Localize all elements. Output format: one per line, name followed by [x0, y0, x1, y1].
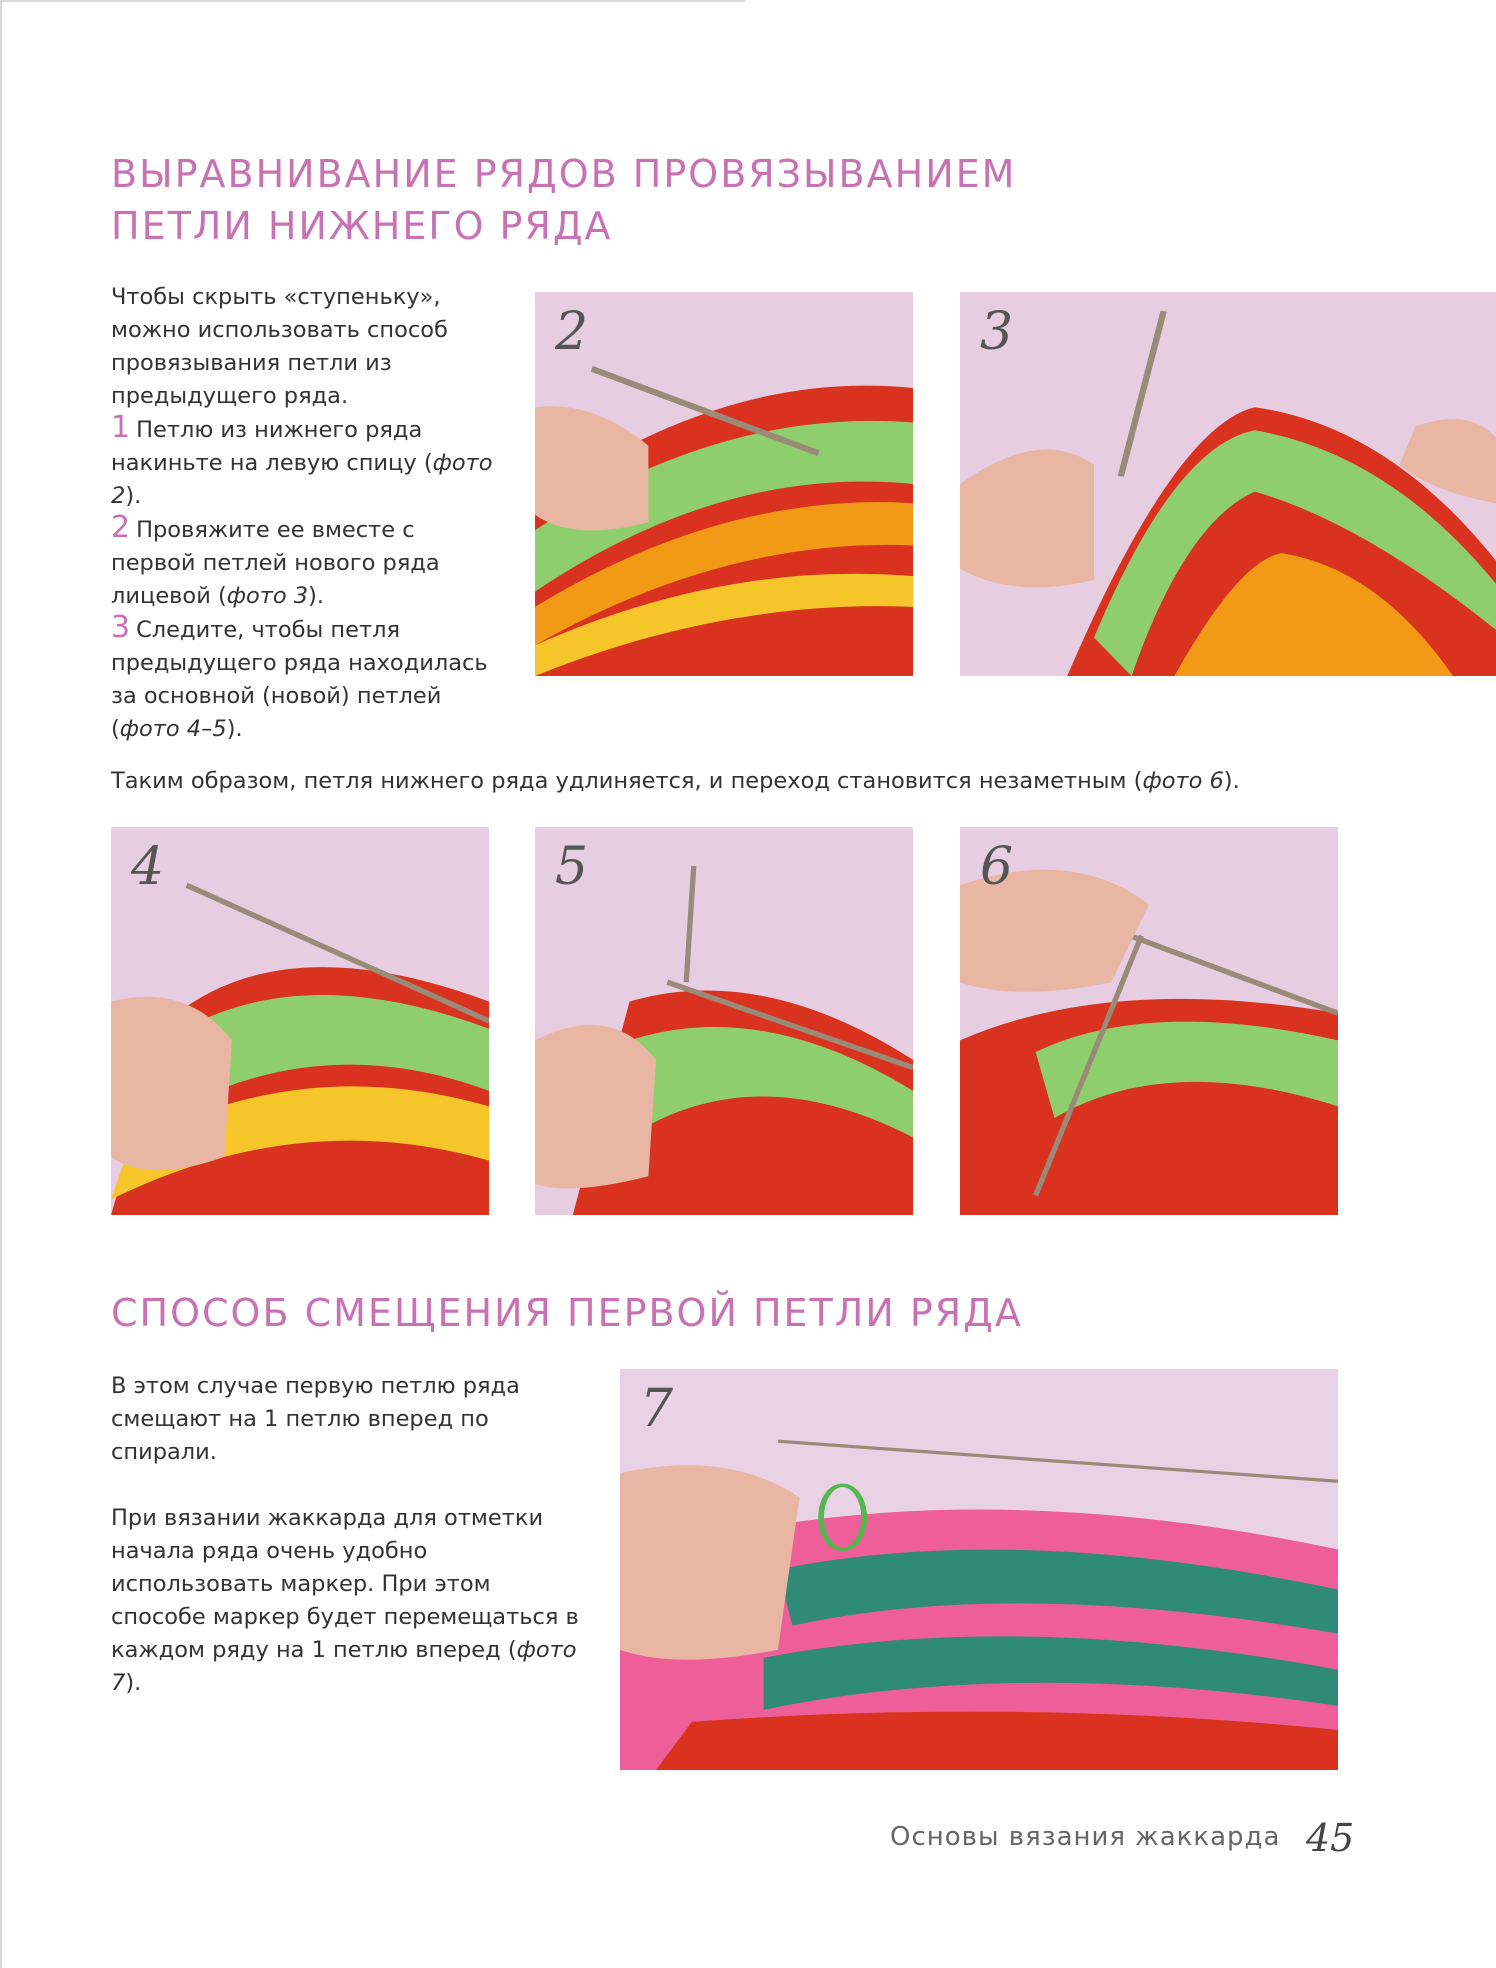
- page-left-border: [0, 0, 2, 1968]
- page-footer: [890, 1816, 1355, 1860]
- section2-paragraph-2-text: При вязании жаккарда для отметки начала ряда очень удобно использовать маркер. При этом способе маркер будет перемещаться в каждом ряду на 1 петлю вперед (: [111, 1505, 579, 1663]
- section2-text-block: [111, 1370, 591, 1700]
- page-top-border: [0, 0, 745, 2]
- knitting-photo-3: [960, 292, 1496, 676]
- step-2-text: Провяжите ее вместе с первой петлей нового ряда лицевой (: [111, 517, 440, 609]
- summary-tail: ).: [1223, 767, 1240, 794]
- photo-4-number: 4: [131, 837, 165, 897]
- section1-heading-line1: ВЫРАВНИВАНИЕ РЯДОВ ПРОВЯЗЫВАНИЕМ: [111, 152, 1017, 196]
- photo-7-number: 7: [640, 1379, 674, 1439]
- photo-3: [960, 292, 1496, 676]
- step-1-text: Петлю из нижнего ряда накиньте на левую спицу (: [111, 417, 433, 476]
- step-2-ref: фото 3: [226, 583, 309, 609]
- step-3: [111, 610, 501, 746]
- photo-6: [960, 827, 1338, 1215]
- photo-5: [535, 827, 913, 1215]
- photo-3-number: 3: [980, 302, 1014, 362]
- step-1-number: 1: [111, 410, 131, 445]
- section2-paragraph-2-tail: ).: [125, 1670, 142, 1696]
- knitting-photo-5: [535, 827, 913, 1215]
- step-3-text: Следите, чтобы петля предыдущего ряда находилась за основной (новой) петлей (: [111, 617, 488, 742]
- photo-5-number: 5: [555, 837, 589, 897]
- section2-paragraph-2-ref: фото 7: [111, 1637, 577, 1696]
- step-2-number: 2: [111, 510, 131, 545]
- photo-2-number: 2: [555, 302, 589, 362]
- photo-6-number: 6: [980, 837, 1014, 897]
- summary-ref: фото 6: [1142, 767, 1224, 794]
- summary-paragraph: [111, 765, 1411, 798]
- section2-paragraph-1: В этом случае первую петлю ряда смещают на 1 петлю вперед по спирали.: [111, 1373, 520, 1465]
- footer-title: Основы вязания жаккарда: [890, 1822, 1281, 1852]
- step-2: [111, 510, 501, 613]
- step-1-ref: фото 2: [111, 450, 493, 509]
- page-number: 45: [1306, 1816, 1355, 1860]
- step-1: [111, 410, 501, 513]
- knitting-photo-2: [535, 292, 913, 676]
- photo-7: [620, 1369, 1338, 1770]
- section2-paragraph-2: [111, 1502, 591, 1700]
- step-2-tail: ).: [308, 583, 325, 609]
- photo-4: [111, 827, 489, 1215]
- section1-heading: [111, 148, 1016, 252]
- step-1-tail: ).: [125, 483, 142, 509]
- step-3-tail: ).: [226, 716, 243, 742]
- section1-intro-block: [111, 281, 501, 746]
- section1-heading-line2: ПЕТЛИ НИЖНЕГО РЯДА: [111, 204, 613, 248]
- summary-text: Таким образом, петля нижнего ряда удлиняется, и переход становится незаметным (: [111, 767, 1143, 794]
- step-3-number: 3: [111, 610, 131, 645]
- section2-heading: СПОСОБ СМЕЩЕНИЯ ПЕРВОЙ ПЕТЛИ РЯДА: [111, 1291, 1023, 1335]
- intro-paragraph: Чтобы скрыть «ступеньку», можно использовать способ провязывания петли из предыдущего ряда.: [111, 284, 448, 409]
- knitting-photo-7: [620, 1369, 1338, 1770]
- knitting-photo-4: [111, 827, 489, 1215]
- knitting-photo-6: [960, 827, 1338, 1215]
- step-3-ref: фото 4–5: [119, 716, 227, 742]
- photo-2: [535, 292, 913, 676]
